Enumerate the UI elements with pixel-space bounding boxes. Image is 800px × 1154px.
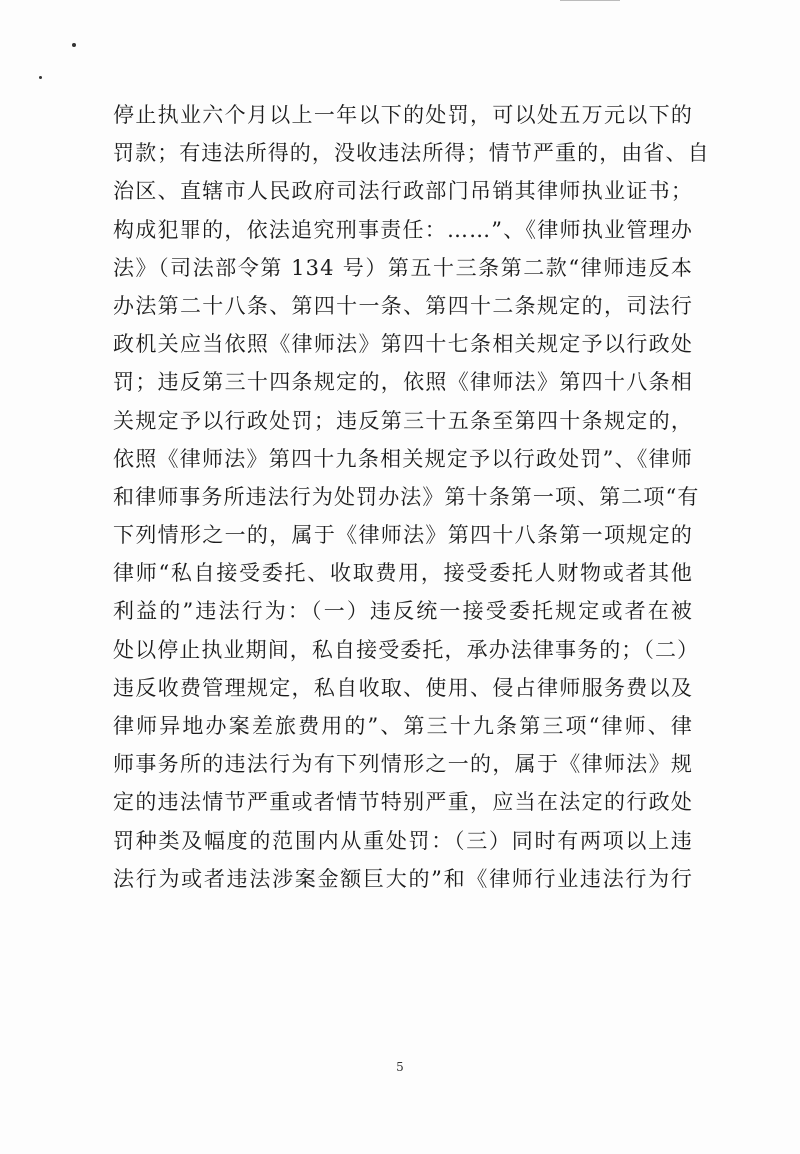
text-line: 罚款；有违法所得的，没收违法所得；情节严重的，由省、自 bbox=[113, 141, 710, 166]
text-line: 违反收费管理规定，私自收取、使用、侵占律师服务费以及 bbox=[113, 675, 693, 700]
text-line: 律师“私自接受委托、收取费用，接受委托人财物或者其他 bbox=[113, 561, 693, 586]
text-line: 政机关应当依照《律师法》第四十七条相关规定予以行政处 bbox=[113, 332, 693, 357]
text-line: 法行为或者违法涉案金额巨大的”和《律师行业违法行为行 bbox=[113, 866, 693, 891]
text-line: 依照《律师法》第四十九条相关规定予以行政处罚”、《律师 bbox=[113, 446, 693, 471]
scan-speck bbox=[39, 76, 42, 79]
text-line: 利益的”违法行为：（一）违反统一接受委托规定或者在被 bbox=[113, 599, 693, 624]
text-line: 治区、直辖市人民政府司法行政部门吊销其律师执业证书； bbox=[113, 179, 693, 204]
body-text bbox=[113, 96, 710, 898]
scan-edge-mark bbox=[560, 0, 620, 1]
text-line: 定的违法情节严重或者情节特别严重，应当在法定的行政处 bbox=[113, 790, 693, 815]
text-line: 法》（司法部令第 134 号）第五十三条第二款“律师违反本 bbox=[113, 255, 693, 280]
text-line: 停止执业六个月以上一年以下的处罚，可以处五万元以下的 bbox=[113, 103, 693, 127]
text-line: 罚种类及幅度的范围内从重处罚：（三）同时有两项以上违 bbox=[113, 828, 693, 853]
text-line: 下列情形之一的，属于《律师法》第四十八条第一项规定的 bbox=[113, 523, 693, 548]
page-number: 5 bbox=[396, 1060, 404, 1074]
text-line: 师事务所的违法行为有下列情形之一的，属于《律师法》规 bbox=[113, 752, 693, 777]
text-line: 构成犯罪的，依法追究刑事责任：……”、《律师执业管理办 bbox=[113, 217, 693, 242]
text-line: 律师异地办案差旅费用的”、第三十九条第三项“律师、律 bbox=[113, 714, 693, 738]
text-line: 办法第二十八条、第四十一条、第四十二条规定的，司法行 bbox=[113, 293, 693, 318]
text-line: 罚；违反第三十四条规定的，依照《律师法》第四十八条相 bbox=[113, 370, 693, 395]
text-line: 处以停止执业期间，私自接受委托，承办法律事务的；（二） bbox=[113, 637, 700, 662]
scan-speck bbox=[72, 43, 76, 47]
text-line: 和律师事务所违法行为处罚办法》第十条第一项、第二项“有 bbox=[113, 484, 700, 509]
text-line: 关规定予以行政处罚；违反第三十五条至第四十条规定的， bbox=[113, 408, 693, 433]
